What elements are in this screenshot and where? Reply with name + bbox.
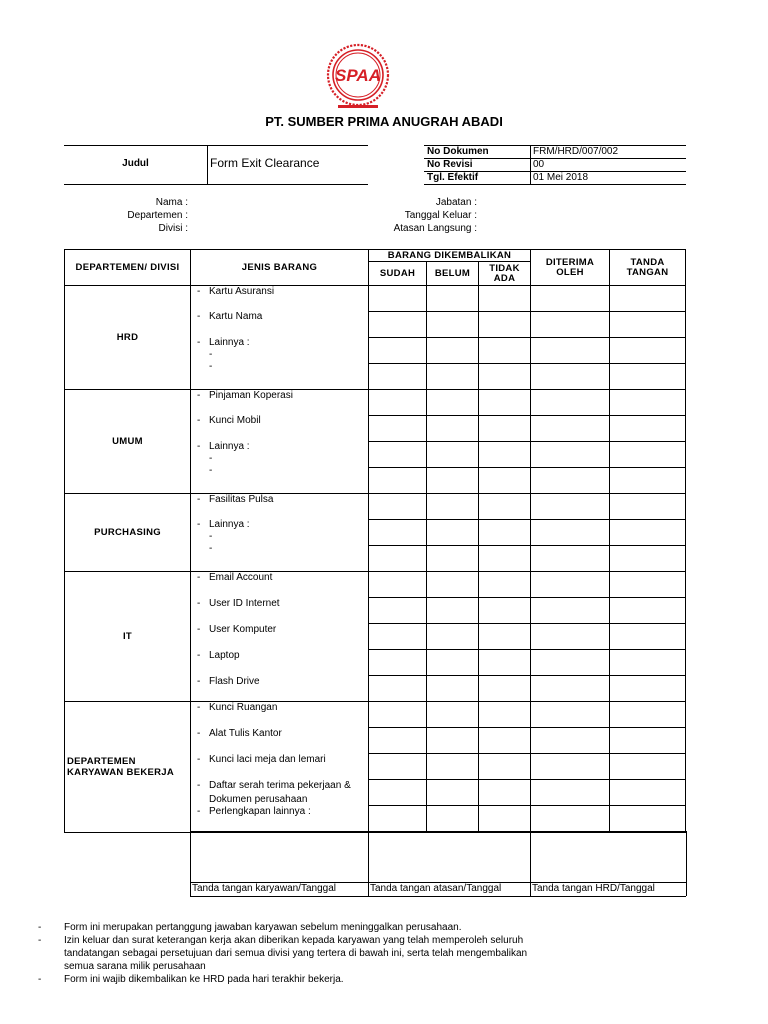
- receiver-cell[interactable]: [531, 572, 610, 598]
- signature-cell[interactable]: [610, 676, 686, 702]
- checkbox-cell[interactable]: [479, 624, 531, 650]
- checkbox-cell[interactable]: [369, 676, 427, 702]
- signature-cell[interactable]: [610, 546, 686, 572]
- checkbox-cell[interactable]: [369, 806, 427, 833]
- checkbox-cell[interactable]: [369, 728, 427, 754]
- tgl-efektif-label: Tgl. Efektif: [427, 172, 479, 183]
- checkbox-cell[interactable]: [479, 780, 531, 806]
- signature-cell[interactable]: [610, 390, 686, 416]
- checkbox-cell[interactable]: [427, 676, 479, 702]
- list-item: - Laptop: [197, 650, 240, 661]
- checkbox-cell[interactable]: [427, 520, 479, 546]
- signature-cell[interactable]: [610, 702, 686, 728]
- receiver-cell[interactable]: [531, 312, 610, 338]
- list-item: - User ID Internet: [197, 598, 280, 609]
- list-item: - Kartu Asuransi: [197, 286, 275, 297]
- col-header-barang: BARANG DIKEMBALIKAN: [369, 250, 531, 262]
- list-item: - Perlengkapan lainnya :: [197, 806, 311, 817]
- tgl-efektif-value: 01 Mei 2018: [533, 172, 589, 183]
- receiver-cell[interactable]: [531, 286, 610, 312]
- note-text: Izin keluar dan surat keterangan kerja akan diberikan kepada karyawan yang telah memperoleh seluruh: [64, 935, 524, 946]
- signature-cell[interactable]: [610, 520, 686, 546]
- list-item: -: [209, 453, 213, 464]
- col-header-belum: BELUM: [427, 262, 479, 286]
- checkbox-cell[interactable]: [427, 806, 479, 833]
- list-item: - Daftar serah terima pekerjaan &: [197, 780, 351, 791]
- checkbox-cell[interactable]: [369, 468, 427, 494]
- col-header-tidak-ada: TIDAK ADA: [479, 262, 531, 286]
- signature-cell[interactable]: [610, 754, 686, 780]
- items-it: [191, 572, 369, 702]
- signature-label-karyawan: Tanda tangan karyawan/Tanggal: [192, 883, 336, 894]
- judul-label: Judul: [122, 158, 149, 169]
- signature-cell[interactable]: [610, 806, 686, 833]
- list-item: - Lainnya :: [197, 519, 250, 530]
- list-item: - Pinjaman Koperasi: [197, 390, 293, 401]
- items-karyawan: [191, 702, 369, 833]
- signature-cell[interactable]: [610, 312, 686, 338]
- checkbox-cell[interactable]: [479, 494, 531, 520]
- note-dash: -: [38, 922, 42, 933]
- checkbox-cell[interactable]: [427, 390, 479, 416]
- receiver-cell[interactable]: [531, 338, 610, 364]
- receiver-cell[interactable]: [531, 702, 610, 728]
- dept-karyawan: DEPARTEMEN KARYAWAN BEKERJA: [65, 702, 191, 833]
- signature-label-hrd: Tanda tangan HRD/Tanggal: [532, 883, 655, 894]
- checkbox-cell[interactable]: [427, 494, 479, 520]
- signature-cell[interactable]: [610, 468, 686, 494]
- checkbox-cell[interactable]: [369, 286, 427, 312]
- checkbox-cell[interactable]: [479, 676, 531, 702]
- list-item: - Fasilitas Pulsa: [197, 494, 274, 505]
- list-item: - Kunci Mobil: [197, 415, 261, 426]
- checkbox-cell[interactable]: [479, 572, 531, 598]
- list-item: - Kunci Ruangan: [197, 702, 278, 713]
- checkbox-cell[interactable]: [479, 364, 531, 390]
- receiver-cell[interactable]: [531, 598, 610, 624]
- dept-hrd: HRD: [65, 286, 191, 390]
- checkbox-cell[interactable]: [479, 416, 531, 442]
- receiver-cell[interactable]: [531, 806, 610, 833]
- signature-cell[interactable]: [610, 286, 686, 312]
- receiver-cell[interactable]: [531, 442, 610, 468]
- list-item: -: [209, 465, 213, 476]
- checkbox-cell[interactable]: [427, 286, 479, 312]
- list-item: - Lainnya :: [197, 337, 250, 348]
- nama-label: Nama :: [155, 197, 188, 208]
- note-text: Form ini merupakan pertanggung jawaban karyawan sebelum meninggalkan perusahaan.: [64, 922, 462, 933]
- note-text: semua sarana milik perusahaan: [64, 961, 206, 972]
- note-dash: -: [38, 974, 42, 985]
- receiver-cell[interactable]: [531, 390, 610, 416]
- signature-cell[interactable]: [610, 780, 686, 806]
- checkbox-cell[interactable]: [369, 702, 427, 728]
- list-item: - Lainnya :: [197, 441, 250, 452]
- checkbox-cell[interactable]: [479, 312, 531, 338]
- receiver-cell[interactable]: [531, 754, 610, 780]
- divisi-label: Divisi :: [158, 223, 188, 234]
- checkbox-cell[interactable]: [427, 416, 479, 442]
- receiver-cell[interactable]: [531, 416, 610, 442]
- note-dash: -: [38, 935, 42, 946]
- checkbox-cell[interactable]: [479, 728, 531, 754]
- col-header-diterima: DITERIMA OLEH: [531, 250, 610, 286]
- receiver-cell[interactable]: [531, 650, 610, 676]
- list-item: -: [209, 531, 213, 542]
- checkbox-cell[interactable]: [427, 702, 479, 728]
- receiver-cell[interactable]: [531, 494, 610, 520]
- signature-cell[interactable]: [610, 416, 686, 442]
- checkbox-cell[interactable]: [369, 780, 427, 806]
- checkbox-cell[interactable]: [427, 468, 479, 494]
- checkbox-cell[interactable]: [427, 624, 479, 650]
- checkbox-cell[interactable]: [427, 546, 479, 572]
- items-purchasing: [191, 494, 369, 572]
- list-item: Dokumen perusahaan: [209, 794, 308, 805]
- checkbox-cell[interactable]: [369, 390, 427, 416]
- no-dokumen-value: FRM/HRD/007/002: [533, 146, 619, 157]
- signature-label-atasan: Tanda tangan atasan/Tanggal: [370, 883, 502, 894]
- checkbox-cell[interactable]: [369, 520, 427, 546]
- checkbox-cell[interactable]: [479, 806, 531, 833]
- receiver-cell[interactable]: [531, 364, 610, 390]
- list-item: - Kartu Nama: [197, 311, 263, 322]
- checkbox-cell[interactable]: [479, 754, 531, 780]
- checkbox-cell[interactable]: [427, 780, 479, 806]
- checkbox-cell[interactable]: [427, 598, 479, 624]
- exit-clearance-table: [64, 249, 686, 833]
- checkbox-cell[interactable]: [369, 416, 427, 442]
- list-item: -: [209, 349, 213, 360]
- signature-cell[interactable]: [610, 598, 686, 624]
- logo-text: SPAA: [335, 66, 381, 85]
- signature-cell[interactable]: [610, 338, 686, 364]
- receiver-cell[interactable]: [531, 468, 610, 494]
- no-revisi-label: No Revisi: [427, 159, 473, 170]
- note-text: Form ini wajib dikembalikan ke HRD pada hari terakhir bekerja.: [64, 974, 344, 985]
- checkbox-cell[interactable]: [479, 286, 531, 312]
- col-header-tanda: TANDA TANGAN: [610, 250, 686, 286]
- checkbox-cell[interactable]: [479, 702, 531, 728]
- checkbox-cell[interactable]: [427, 754, 479, 780]
- checkbox-cell[interactable]: [369, 650, 427, 676]
- signature-cell[interactable]: [610, 442, 686, 468]
- list-item: - Email Account: [197, 572, 273, 583]
- jabatan-label: Jabatan :: [435, 197, 477, 208]
- receiver-cell[interactable]: [531, 520, 610, 546]
- checkbox-cell[interactable]: [369, 338, 427, 364]
- dept-it: IT: [65, 572, 191, 702]
- company-logo: [312, 42, 404, 114]
- list-item: - User Komputer: [197, 624, 277, 635]
- checkbox-cell[interactable]: [369, 598, 427, 624]
- checkbox-cell[interactable]: [369, 494, 427, 520]
- signature-cell[interactable]: [610, 624, 686, 650]
- col-header-jenis: JENIS BARANG: [191, 250, 369, 286]
- signature-cell[interactable]: [610, 728, 686, 754]
- checkbox-cell[interactable]: [427, 364, 479, 390]
- checkbox-cell[interactable]: [479, 338, 531, 364]
- departemen-label: Departemen :: [127, 210, 188, 221]
- checkbox-cell[interactable]: [479, 442, 531, 468]
- receiver-cell[interactable]: [531, 780, 610, 806]
- items-umum: [191, 390, 369, 494]
- atasan-langsung-label: Atasan Langsung :: [393, 223, 477, 234]
- checkbox-cell[interactable]: [427, 572, 479, 598]
- checkbox-cell[interactable]: [479, 598, 531, 624]
- checkbox-cell[interactable]: [369, 312, 427, 338]
- receiver-cell[interactable]: [531, 546, 610, 572]
- no-revisi-value: 00: [533, 159, 545, 170]
- checkbox-cell[interactable]: [427, 650, 479, 676]
- note-text: tandatangan sebagai persetujuan dari semua divisi yang tertera di bawah ini, serta telah mengembalikan: [64, 948, 528, 959]
- list-item: -: [209, 361, 213, 372]
- checkbox-cell[interactable]: [369, 572, 427, 598]
- checkbox-cell[interactable]: [479, 390, 531, 416]
- checkbox-cell[interactable]: [479, 546, 531, 572]
- signature-cell[interactable]: [610, 364, 686, 390]
- checkbox-cell[interactable]: [479, 520, 531, 546]
- checkbox-cell[interactable]: [479, 650, 531, 676]
- items-hrd: [191, 286, 369, 390]
- list-item: - Kunci laci meja dan lemari: [197, 754, 326, 765]
- list-item: -: [209, 543, 213, 554]
- no-dokumen-label: No Dokumen: [427, 146, 489, 157]
- receiver-cell[interactable]: [531, 624, 610, 650]
- list-item: - Flash Drive: [197, 676, 260, 687]
- checkbox-cell[interactable]: [369, 754, 427, 780]
- judul-value: Form Exit Clearance: [210, 156, 320, 170]
- receiver-cell[interactable]: [531, 728, 610, 754]
- checkbox-cell[interactable]: [479, 468, 531, 494]
- col-header-dept: DEPARTEMEN/ DIVISI: [65, 250, 191, 286]
- col-header-sudah: SUDAH: [369, 262, 427, 286]
- list-item: - Alat Tulis Kantor: [197, 728, 282, 739]
- signature-cell[interactable]: [610, 572, 686, 598]
- receiver-cell[interactable]: [531, 676, 610, 702]
- dept-purchasing: PURCHASING: [65, 494, 191, 572]
- checkbox-cell[interactable]: [427, 728, 479, 754]
- tanggal-keluar-label: Tanggal Keluar :: [404, 210, 477, 221]
- checkbox-cell[interactable]: [427, 338, 479, 364]
- checkbox-cell[interactable]: [369, 364, 427, 390]
- checkbox-cell[interactable]: [369, 624, 427, 650]
- checkbox-cell[interactable]: [369, 546, 427, 572]
- checkbox-cell[interactable]: [427, 312, 479, 338]
- signature-cell[interactable]: [610, 650, 686, 676]
- dept-umum: UMUM: [65, 390, 191, 494]
- signature-cell[interactable]: [610, 494, 686, 520]
- checkbox-cell[interactable]: [369, 442, 427, 468]
- company-name: PT. SUMBER PRIMA ANUGRAH ABADI: [265, 114, 503, 129]
- checkbox-cell[interactable]: [427, 442, 479, 468]
